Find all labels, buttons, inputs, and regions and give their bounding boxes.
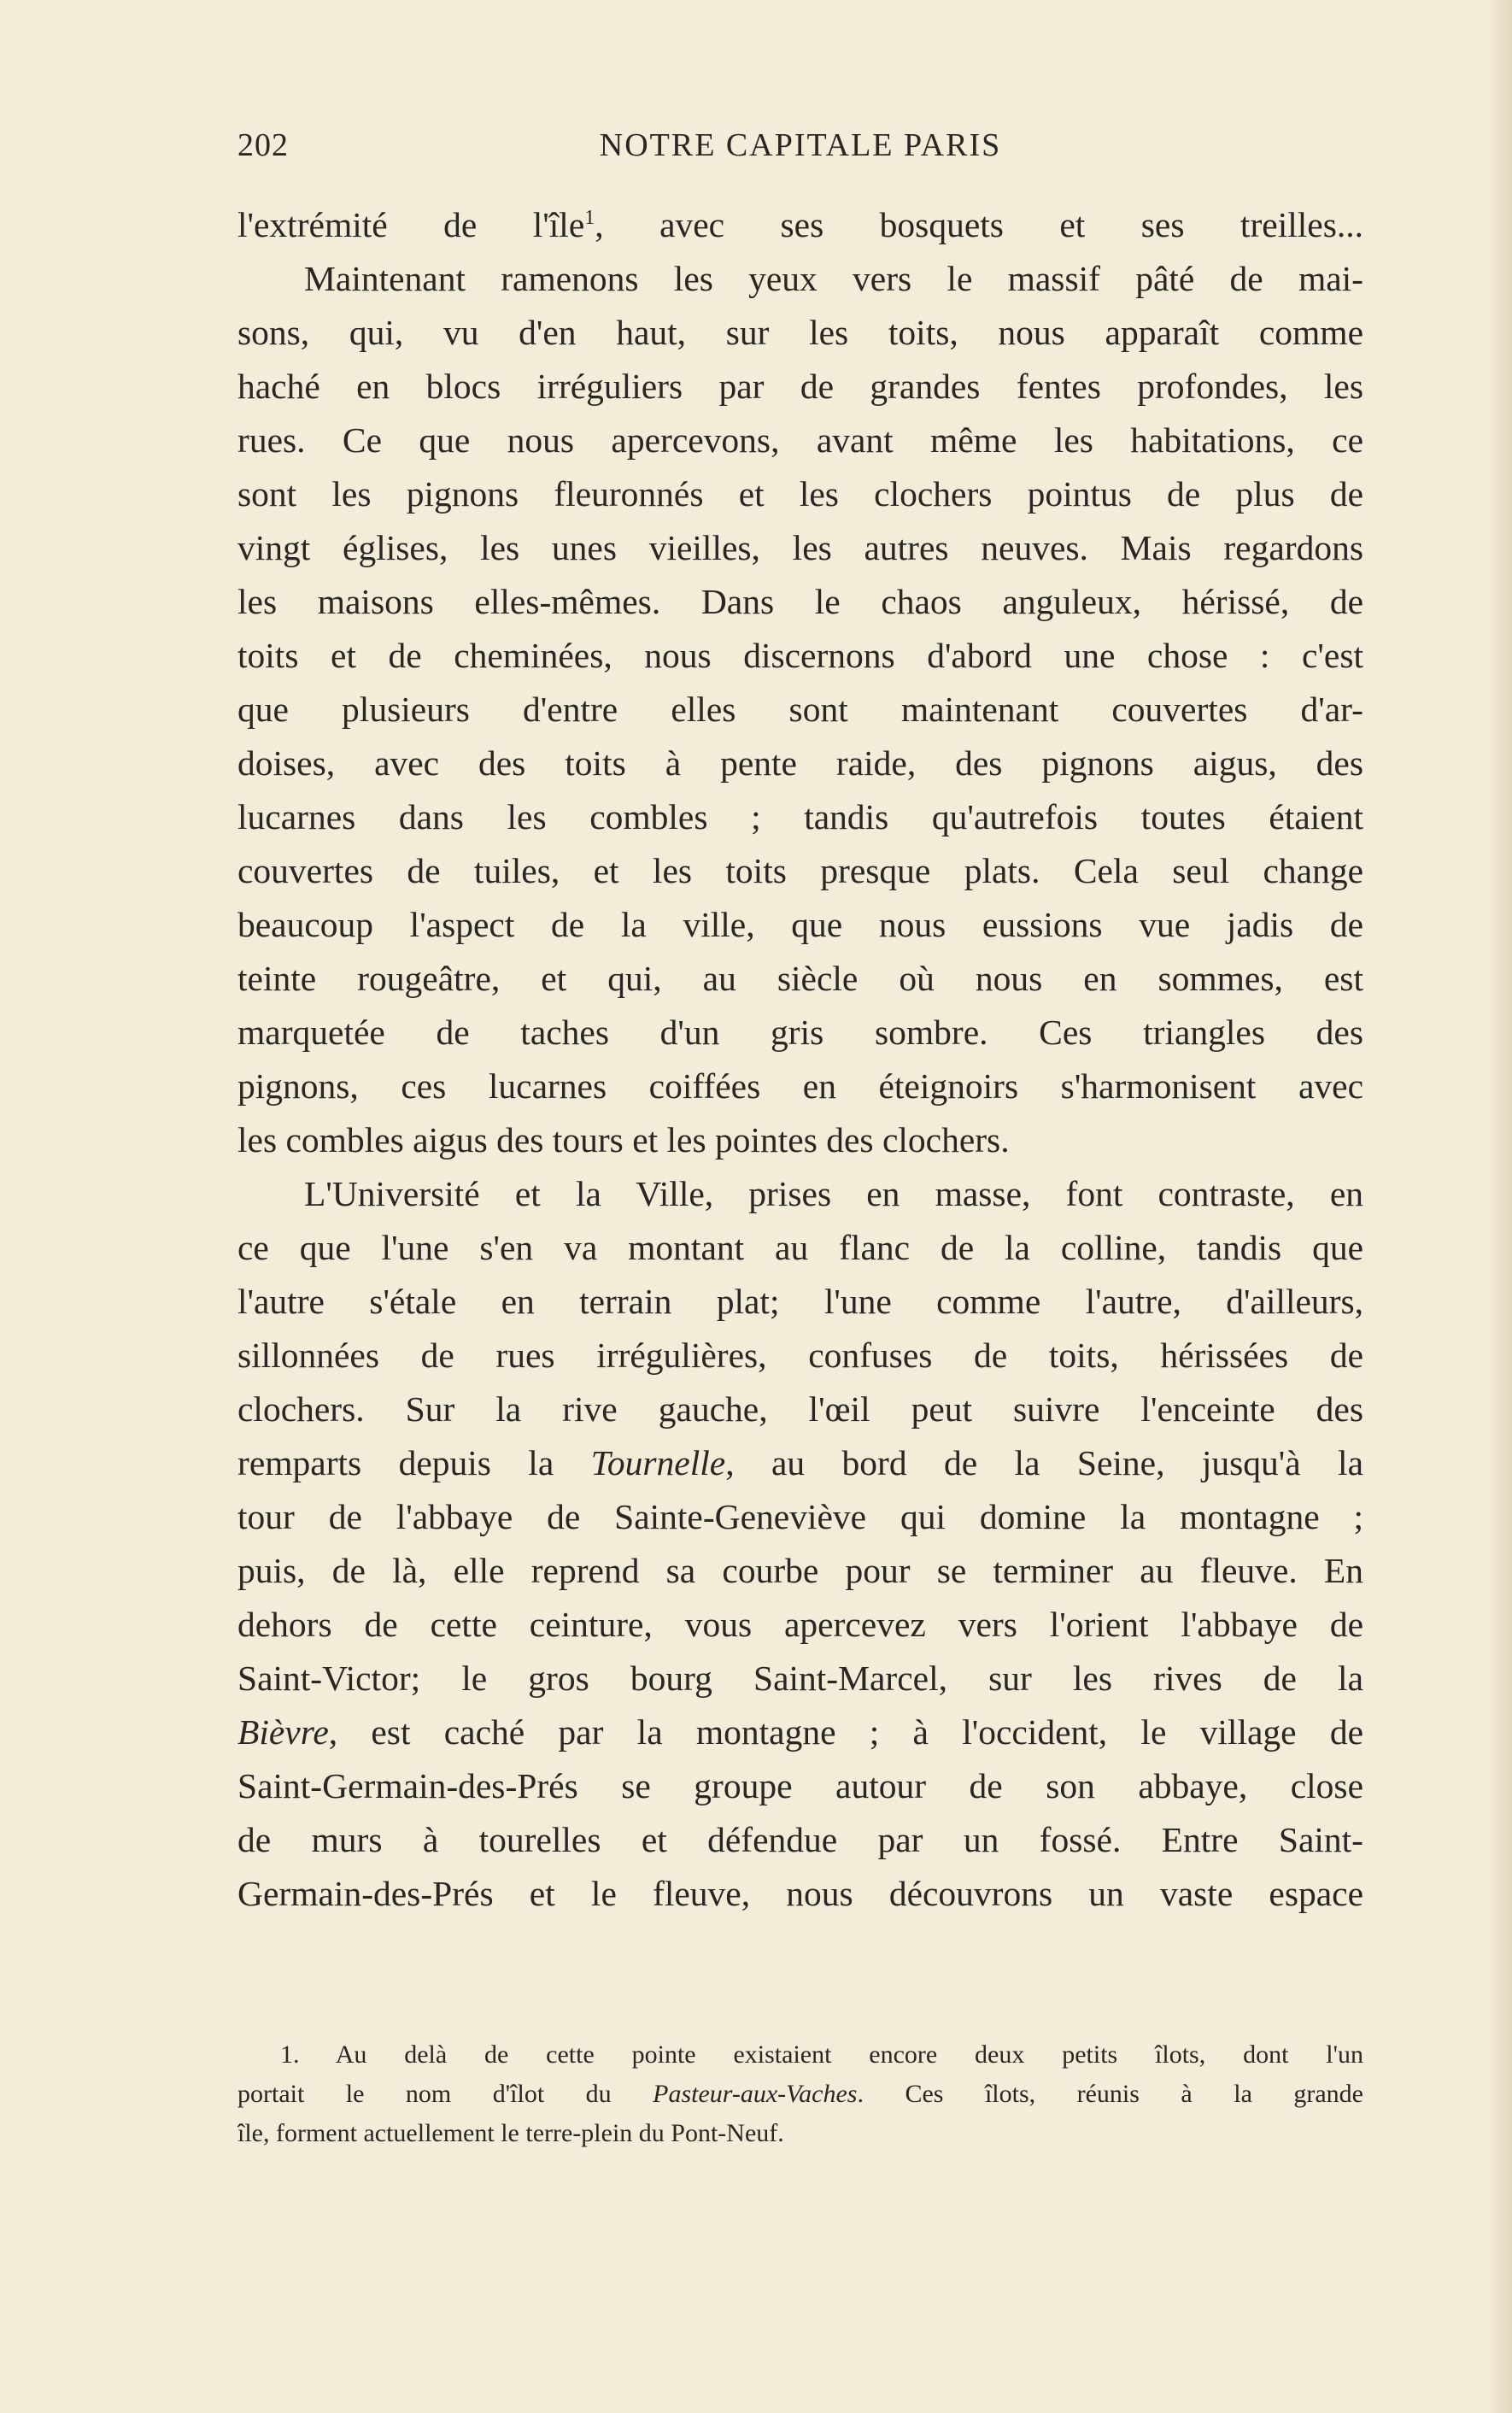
text-line: L'Université et la Ville, prises en masse, font contraste, en [304,1174,1363,1213]
text-line: Saint-Germain-des-Prés se groupe autour de son abbaye, close [237,1766,1363,1805]
text-segment: , au bord de la Seine, jusqu'à la [725,1443,1363,1482]
text-line: Germain-des-Prés et le fleuve, nous découvrons un vaste espace [237,1874,1363,1913]
text-line: clochers. Sur la rive gauche, l'œil peut suivre l'enceinte des [237,1389,1363,1429]
text-line: ce que l'une s'en va montant au flanc de la colline, tandis que [237,1228,1363,1267]
text-line: puis, de là, elle reprend sa courbe pour se terminer au fleuve. En [237,1551,1363,1590]
text-line: sillonnées de rues irrégulières, confuses de toits, hérissées de [237,1336,1363,1375]
text-line: dehors de cette ceinture, vous apercevez vers l'orient l'abbaye de [237,1605,1363,1644]
page-number: 202 [237,127,289,163]
text-line: doises, avec des toits à pente raide, des pignons aigus, des [237,743,1363,783]
text-line [237,1436,1363,1490]
text-segment: portait le nom d'îlot du [237,2080,653,2108]
page-edge-shading [1486,0,1512,2413]
text-segment: l'extrémité de l'île [237,205,585,244]
text-segment: . Ces îlots, réunis à la grande [857,2080,1363,2108]
text-line: sont les pignons fleuronnés et les clochers pointus de plus de [237,474,1363,514]
text-segment: , avec ses bosquets et ses treilles... [595,205,1363,244]
text-line: beaucoup l'aspect de la ville, que nous eussions vue jadis de [237,905,1363,944]
footnote-line: île, forment actuellement le terre-plein du Pont-Neuf. [237,2119,784,2147]
text-line: lucarnes dans les combles ; tandis qu'autrefois toutes étaient [237,797,1363,837]
footnote [237,2035,1363,2153]
text-line: rues. Ce que nous apercevons, avant même les habitations, ce [237,420,1363,460]
text-line: Maintenant ramenons les yeux vers le massif pâté de mai- [304,259,1363,298]
page-header [237,126,1363,169]
text-line: vingt églises, les unes vieilles, les autres neuves. Mais regardons [237,528,1363,567]
running-title: NOTRE CAPITALE PARIS [599,127,1002,163]
text-line: que plusieurs d'entre elles sont maintenant couvertes d'ar- [237,690,1363,729]
text-segment: , est caché par la montagne ; à l'occident, le village de [328,1712,1363,1752]
text-line: marquetée de taches d'un gris sombre. Ces triangles des [237,1013,1363,1052]
italic-place-name: Pasteur-aux-Vaches [653,2080,858,2108]
text-segment: remparts depuis la [237,1443,591,1482]
italic-place-name: Tournelle [590,1443,726,1482]
text-line: couvertes de tuiles, et les toits presque plats. Cela seul change [237,851,1363,890]
text-line: les combles aigus des tours et les pointes des clochers. [237,1120,1010,1160]
text-line: haché en blocs irréguliers par de grandes fentes profondes, les [237,367,1363,406]
text-line: tour de l'abbaye de Sainte-Geneviève qui domine la montagne ; [237,1497,1363,1536]
text-line: toits et de cheminées, nous discernons d'abord une chose : c'est [237,636,1363,675]
body-text [237,198,1363,1921]
text-line: les maisons elles-mêmes. Dans le chaos anguleux, hérissé, de [237,582,1363,621]
footnote-line [237,2075,1363,2114]
text-line [237,198,1363,252]
footnote-marker: 1 [584,207,595,230]
footnote-line: 1. Au delà de cette pointe existaient encore deux petits îlots, dont l'un [280,2040,1363,2069]
text-line: Saint-Victor; le gros bourg Saint-Marcel, sur les rives de la [237,1659,1363,1698]
text-line [237,1706,1363,1759]
italic-place-name: Bièvre [237,1712,329,1752]
text-line: de murs à tourelles et défendue par un fossé. Entre Saint- [237,1820,1363,1859]
text-line: teinte rougeâtre, et qui, au siècle où nous en sommes, est [237,959,1363,998]
text-line: pignons, ces lucarnes coiffées en éteignoirs s'harmonisent avec [237,1066,1363,1106]
text-line: sons, qui, vu d'en haut, sur les toits, nous apparaît comme [237,313,1363,352]
text-line: l'autre s'étale en terrain plat; l'une comme l'autre, d'ailleurs, [237,1282,1363,1321]
